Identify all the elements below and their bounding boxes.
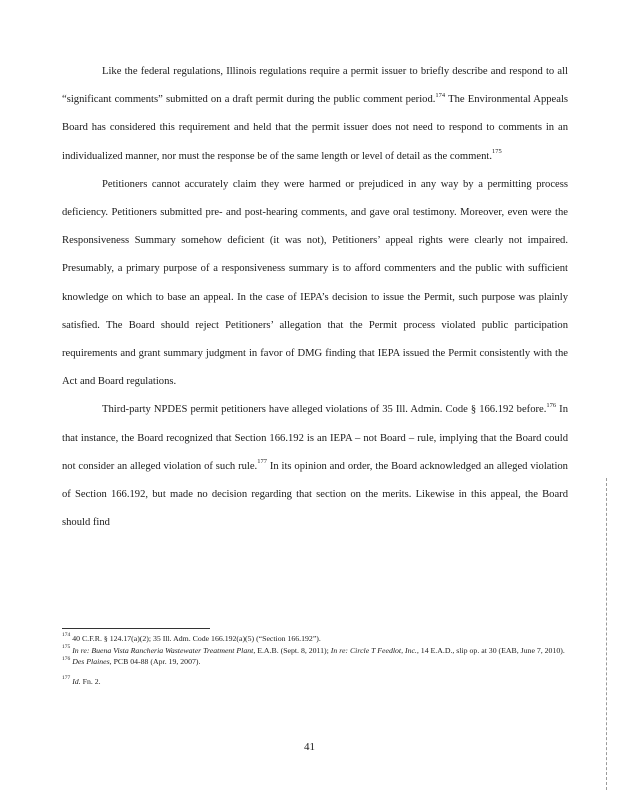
footnote-174: $^{174}$ 40 C.F.R. § 124.17(a)(2); 35 Ill. Adm. Code 166.192(a)(5) (“Section 166.192”). (62, 632, 321, 643)
paragraph-1: Like the federal regulations, Illinois regulations require a permit issuer to briefly describe and respond to all “significant comments” submitted on a draft permit during the public comment period.$^{174}$ The Environmental Appeals Board has considered this requirement and held that the permit issuer does not need to respond to comments in an individualized manner, nor must the response be of the same length or level of detail as the comment.$^{175}$ (62, 66, 569, 162)
footnote-175: $^{175}$ In re: Buena Vista Rancheria Wastewater Treatment Plant, E.A.B. (Sept. 8, 2011); In re: Circle T Feedlot, Inc., 14 E.A.D., slip op. at 30 (EAB, June 7, 2010). (62, 644, 565, 655)
footnote-ref-174: 174 (435, 91, 446, 99)
footnote-separator (62, 628, 210, 629)
paragraph-2: Petitioners cannot accurately claim they were harmed or prejudiced in any way by a permitting process deficiency. Petitioners submitted pre- and post-hearing comments, and gave oral testimony. Moreover, even were the Responsiveness Summary somehow deficient (it was not), Petitioners’ appeal rights were clearly not impaired. Presumably, a primary purpose of a responsiveness summary is to afford commenters and the public with sufficient knowledge on which to base an appeal. In the case of IEPA’s decision to issue the Permit, such purpose was plainly satisfied. The Board should reject Petitioners’ allegation that the Permit process violated public participation requirements and grant summary judgment in favor of DMG finding that IEPA issued the Permit consistently with the Act and Board regulations. (62, 178, 568, 388)
paragraph-3: Third-party NPDES permit petitioners have alleged violations of 35 Ill. Admin. Code § 166.192 before.$^{176}$ In that instance, the Board recognized that Section 166.192 is an IEPA – not Board – rule, implying that the Board could not consider an alleged violation of such rule.$^{177}$ In its opinion and order, the Board acknowledged an alleged violation of Section 166.192, but made no decision regarding that section on the merits. Likewise in this appeal, the Board should find (62, 401, 569, 529)
margin-scan-line (606, 478, 607, 790)
page-number: 41 (304, 741, 315, 753)
footnotes (62, 633, 568, 687)
footnote-ref-177: 177 (257, 458, 267, 466)
footnote-176: $^{176}$ Des Plaines, PCB 04-88 (Apr. 19, 2007). (62, 655, 201, 667)
footnote-177: $^{177}$ Id. Fn. 2. (62, 675, 101, 686)
document-body (62, 58, 568, 537)
footnote-ref-175: 175 (491, 148, 502, 156)
footnote-ref-176: 176 (546, 401, 557, 409)
